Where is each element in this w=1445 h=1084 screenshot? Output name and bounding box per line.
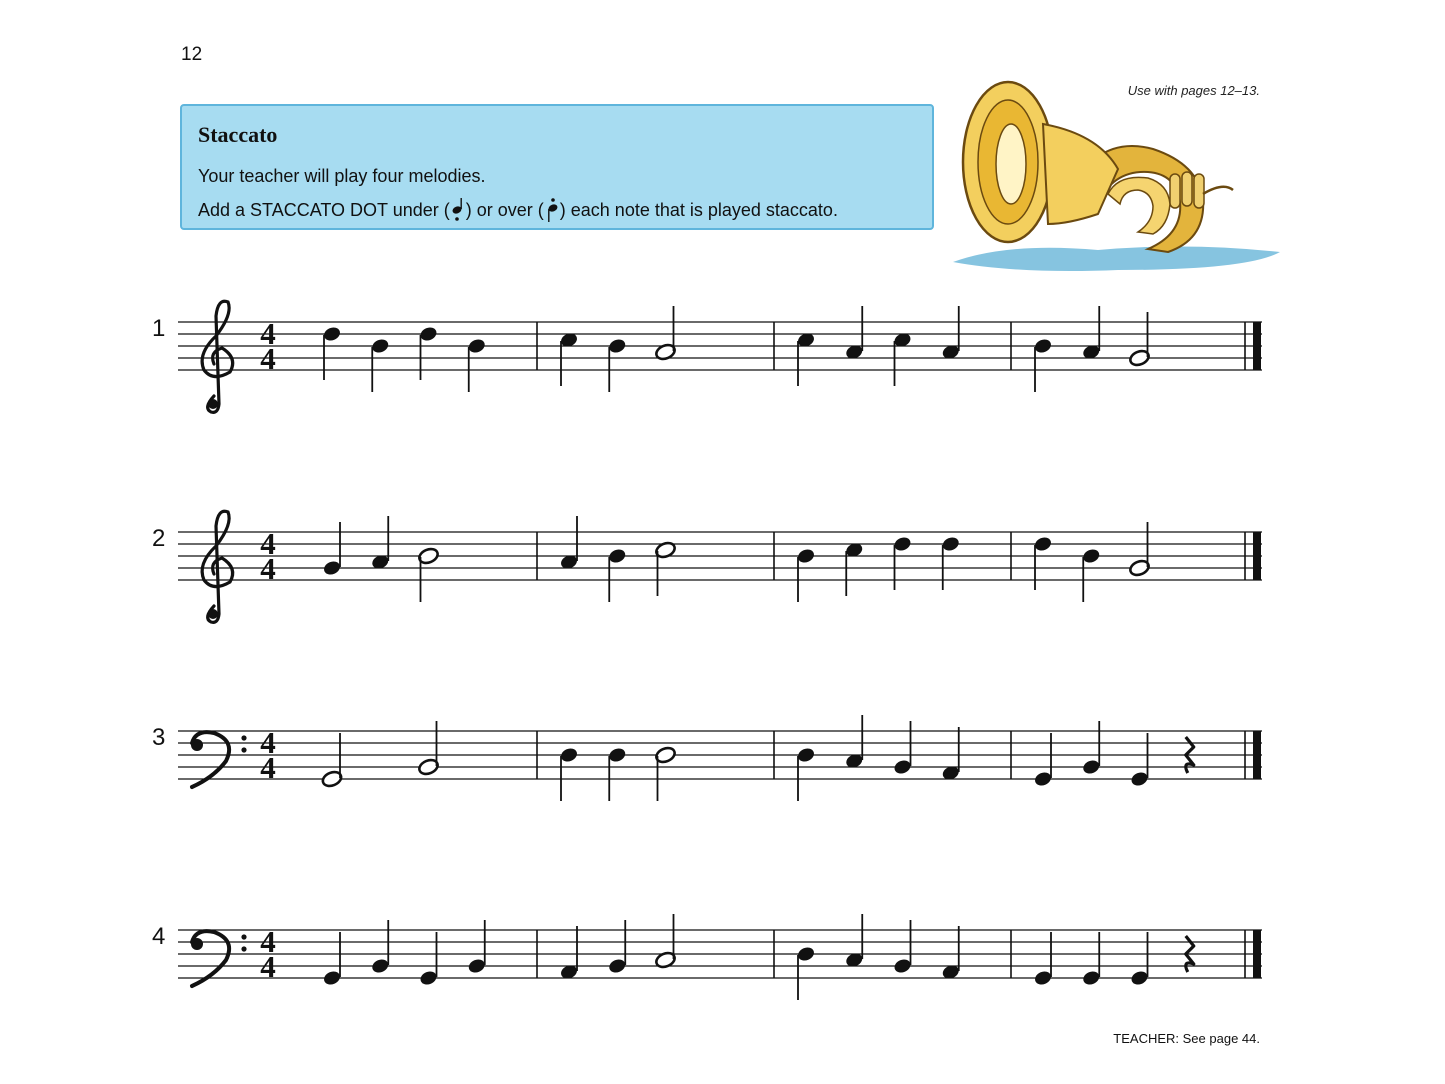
quarter-note-head — [1033, 337, 1053, 355]
note — [607, 920, 627, 975]
quarter-note-head — [559, 746, 579, 764]
melody-number: 3 — [152, 724, 166, 751]
bass-clef-lower-dot — [241, 946, 246, 951]
staff-3 — [152, 715, 1262, 801]
note — [1033, 535, 1053, 590]
quarter-note-head — [467, 337, 487, 355]
quarter-note-head — [322, 559, 342, 577]
quarter-note-head — [607, 547, 627, 565]
treble-clef-icon — [202, 301, 233, 412]
note — [1033, 932, 1053, 987]
note — [559, 746, 579, 801]
note — [321, 733, 343, 788]
quarter-note-head — [796, 746, 816, 764]
quarter-note-head — [1033, 770, 1053, 788]
page-number: 12 — [181, 44, 203, 65]
quarter-note-head — [796, 945, 816, 963]
time-signature-bottom: 4 — [260, 341, 276, 376]
quarter-note-head — [893, 535, 913, 553]
quarter-note-head — [893, 758, 913, 776]
note — [322, 522, 342, 577]
quarter-note-head — [1130, 770, 1150, 788]
final-thick-bar — [1253, 930, 1261, 978]
note — [467, 337, 487, 392]
note — [419, 932, 439, 987]
instruction-title: Staccato — [198, 122, 278, 147]
note — [1128, 312, 1150, 367]
quarter-note-head — [796, 547, 816, 565]
quarter-note-head — [322, 969, 342, 987]
time-signature-top: 4 — [260, 526, 276, 561]
time-signature-top: 4 — [260, 725, 276, 760]
quarter-note-head — [419, 325, 439, 343]
quarter-note-head — [1081, 758, 1101, 776]
staff-2 — [152, 511, 1262, 622]
instruction-line-2c: ) each note that is played staccato. — [559, 199, 838, 220]
treble-clef-icon — [202, 511, 233, 622]
quarter-note-head — [607, 746, 627, 764]
treble-clef-stroke — [202, 301, 233, 412]
quarter-note-head — [1081, 547, 1101, 565]
quarter-note-head — [419, 969, 439, 987]
note — [1081, 721, 1101, 776]
note — [1081, 547, 1101, 602]
time-signature-top: 4 — [260, 924, 276, 959]
melody-number: 2 — [152, 525, 166, 552]
final-thick-bar — [1253, 322, 1261, 370]
quarter-note-head — [370, 957, 390, 975]
time-signature-bottom: 4 — [260, 949, 276, 984]
note — [1130, 733, 1150, 788]
bass-clef-lower-dot — [241, 747, 246, 752]
staff-1 — [152, 301, 1262, 412]
note — [607, 547, 627, 602]
bass-clef-upper-dot — [241, 735, 246, 740]
note — [370, 337, 390, 392]
note — [893, 920, 913, 975]
note — [1128, 522, 1150, 577]
note — [1130, 932, 1150, 987]
treble-clef-dot — [208, 609, 218, 619]
note — [607, 337, 627, 392]
note — [370, 920, 390, 975]
time-signature-top: 4 — [260, 316, 276, 351]
instruction-line-2b: ) or over ( — [465, 199, 544, 220]
note — [467, 920, 487, 975]
quarter-note-head — [607, 957, 627, 975]
note — [1033, 733, 1053, 788]
final-thick-bar — [1253, 731, 1261, 779]
note — [654, 746, 676, 801]
quarter-note-head — [941, 535, 961, 553]
note — [607, 746, 627, 801]
note — [417, 547, 439, 602]
treble-clef-stroke — [202, 511, 233, 622]
note — [796, 945, 816, 1000]
time-signature-bottom: 4 — [260, 551, 276, 586]
note — [1081, 932, 1101, 987]
note — [417, 721, 439, 776]
quarter-note-head — [322, 325, 342, 343]
quarter-note-head — [893, 957, 913, 975]
note — [322, 932, 342, 987]
melody-number: 4 — [152, 923, 166, 950]
quarter-note-head — [1130, 969, 1150, 987]
note — [1033, 337, 1053, 392]
teacher-note: TEACHER: See page 44. — [1113, 1031, 1260, 1046]
quarter-note-head — [467, 957, 487, 975]
use-with-note: Use with pages 12–13. — [1127, 83, 1260, 98]
instruction-line-2a: Add a STACCATO DOT under ( — [198, 199, 450, 220]
note — [893, 535, 913, 590]
note — [322, 325, 342, 380]
treble-clef-dot — [208, 399, 218, 409]
final-thick-bar — [1253, 532, 1261, 580]
quarter-note-head — [370, 337, 390, 355]
melody-number: 1 — [152, 315, 166, 342]
quarter-note-head — [607, 337, 627, 355]
note — [796, 746, 816, 801]
staff-4 — [152, 914, 1262, 1000]
note — [941, 535, 961, 590]
note — [893, 721, 913, 776]
bass-clef-upper-dot — [241, 934, 246, 939]
quarter-note-head — [1033, 969, 1053, 987]
note — [796, 547, 816, 602]
quarter-note-head — [1081, 969, 1101, 987]
instruction-line-1: Your teacher will play four melodies. — [198, 166, 486, 186]
note — [419, 325, 439, 380]
time-signature-bottom: 4 — [260, 750, 276, 785]
quarter-note-head — [1033, 535, 1053, 553]
